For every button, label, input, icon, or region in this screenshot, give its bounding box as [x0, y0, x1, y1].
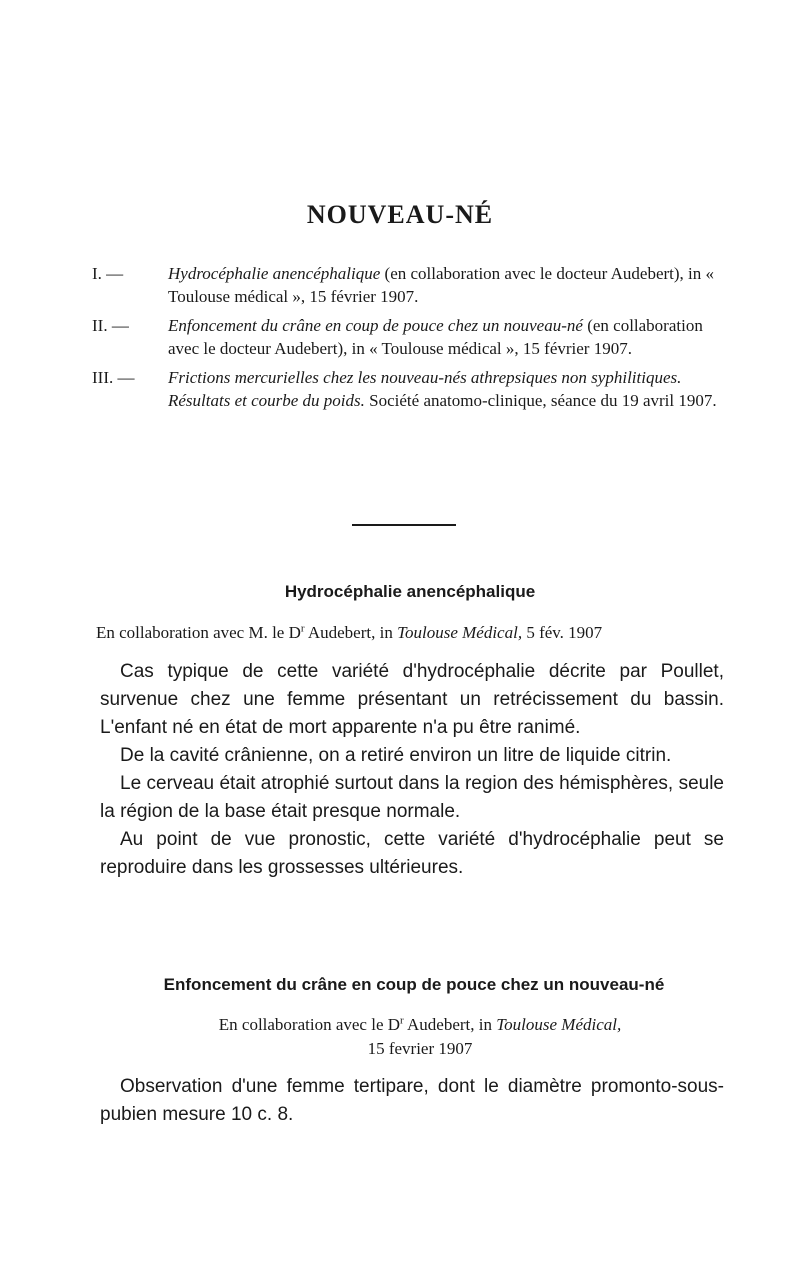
collab-name: Audebert, in	[307, 623, 393, 642]
section-title: NOUVEAU-NÉ	[306, 200, 494, 229]
reference-number: I. —	[92, 264, 124, 283]
collab-date: 5 fév. 1907	[526, 623, 603, 642]
article-body	[100, 658, 724, 882]
section-divider	[352, 524, 456, 526]
reference-item	[92, 366, 732, 412]
reference-title: Enfoncement du crâne en coup de pouce chez un nouveau-né	[168, 316, 583, 335]
article-collaboration	[100, 1013, 740, 1061]
reference-source: (en collaboration avec le docteur Audebert), in « Toulouse médical », 15 février 1907.	[168, 316, 703, 358]
collab-date: 15 fevrier 1907	[367, 1039, 473, 1058]
reference-source: Société anatomo-clinique, séance du 19 avril 1907.	[369, 391, 717, 410]
reference-item	[92, 314, 732, 360]
reference-title: Frictions mercurielles chez les nouveau-nés athrepsiques non syphilitiques. Résultats et courbe du poids.	[168, 368, 682, 410]
article-title: Enfoncement du crâne en coup de pouce chez un nouveau-né	[163, 975, 665, 994]
collab-prefix: En collaboration avec le D	[218, 1015, 401, 1034]
paragraph: Le cerveau était atrophié surtout dans la region des hémisphères, seule la région de la base était presque normale.	[100, 773, 724, 822]
collab-superscript: r	[300, 622, 305, 635]
reference-title: Hydrocéphalie anencéphalique	[168, 264, 381, 283]
collab-superscript: r	[400, 1014, 404, 1027]
article-body	[100, 1073, 724, 1129]
paragraph: De la cavité crânienne, on a retiré environ un litre de liquide citrin.	[120, 745, 672, 766]
article-collaboration	[96, 621, 736, 645]
collab-journal: Toulouse Médical,	[496, 1015, 622, 1034]
paragraph: Au point de vue pronostic, cette variété d'hydrocéphalie peut se reproduire dans les grossesses ultérieures.	[100, 829, 724, 878]
paragraph: Cas typique de cette variété d'hydrocéphalie décrite par Poullet, survenue chez une femme présentant un retrécissement du bassin. L'enfant né en état de mort apparente n'a pu être ranimé.	[100, 661, 724, 738]
paragraph: Observation d'une femme tertipare, dont le diamètre promonto-sous-pubien mesure 10 c. 8.	[100, 1076, 724, 1125]
reference-source: (en collaboration avec le docteur Audebert), in « Toulouse médical », 15 février 1907.	[168, 264, 715, 306]
collab-prefix: En collaboration avec M. le D	[96, 623, 301, 642]
reference-item	[92, 262, 732, 308]
article-title: Hydrocéphalie anencéphalique	[284, 582, 536, 601]
collab-name: Audebert, in	[407, 1015, 492, 1034]
reference-number: II. —	[92, 316, 129, 335]
collab-journal: Toulouse Médical,	[397, 623, 523, 642]
reference-list	[92, 262, 732, 418]
reference-number: III. —	[92, 368, 135, 387]
